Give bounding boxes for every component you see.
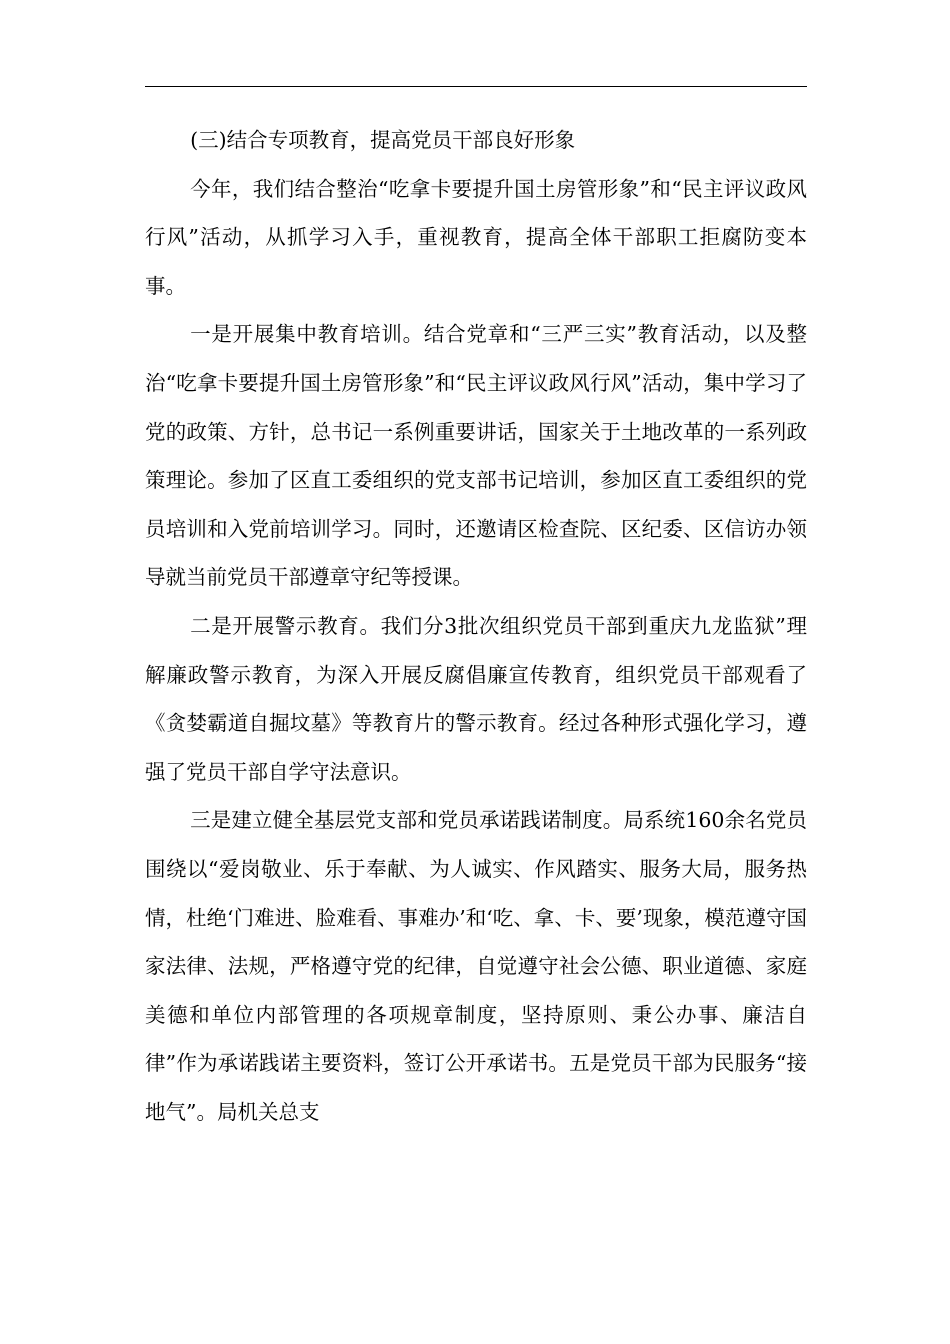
- section-heading: (三)结合专项教育，提高党员干部良好形象: [190, 128, 576, 152]
- paragraph-training: 一是开展集中教育培训。结合党章和“三严三实”教育活动，以及整治“吃拿卡要提升国土房管形象”和“民主评议政风行风”活动，集中学习了党的政策、方针，总书记一系例重要讲话，国家关于土地改革的一系列政策理论。参加了区直工委组织的党支部书记培训，参加区直工委组织的党员培训和入党前培训学习。同时，还邀请区检查院、区纪委、区信访办领导就当前党员干部遵章守纪等授课。: [145, 322, 807, 590]
- paragraph-pledge-system: 三是建立健全基层党支部和党员承诺践诺制度。局系统160余名党员围绕以“爱岗敬业、乐于奉献、为人诚实、作风踏实、服务大局，服务热情，杜绝‘门难进、脸难看、事难办’和‘吃、拿、卡、要’现象，模范遵守国家法律、法规，严格遵守党的纪律，自觉遵守社会公德、职业道德、家庭美德和单位内部管理的各项规章制度，坚持原则、秉公办事、廉洁自律”作为承诺践诺主要资料，签订公开承诺书。五是党员干部为民服务“接地气”。局机关总支: [145, 808, 807, 1124]
- document-body: [145, 116, 807, 1136]
- paragraph-warning-education: 二是开展警示教育。我们分3批次组织党员干部到重庆九龙监狱”理解廉政警示教育，为深入开展反腐倡廉宣传教育，组织党员干部观看了《贪婪霸道自掘坟墓》等教育片的警示教育。经过各种形式强化学习，遵强了党员干部自学守法意识。: [145, 613, 807, 784]
- header-rule: [145, 86, 807, 87]
- paragraph-intro: 今年，我们结合整治“吃拿卡要提升国土房管形象”和“民主评议政风行风”活动，从抓学习入手，重视教育，提高全体干部职工拒腐防变本事。: [145, 176, 807, 298]
